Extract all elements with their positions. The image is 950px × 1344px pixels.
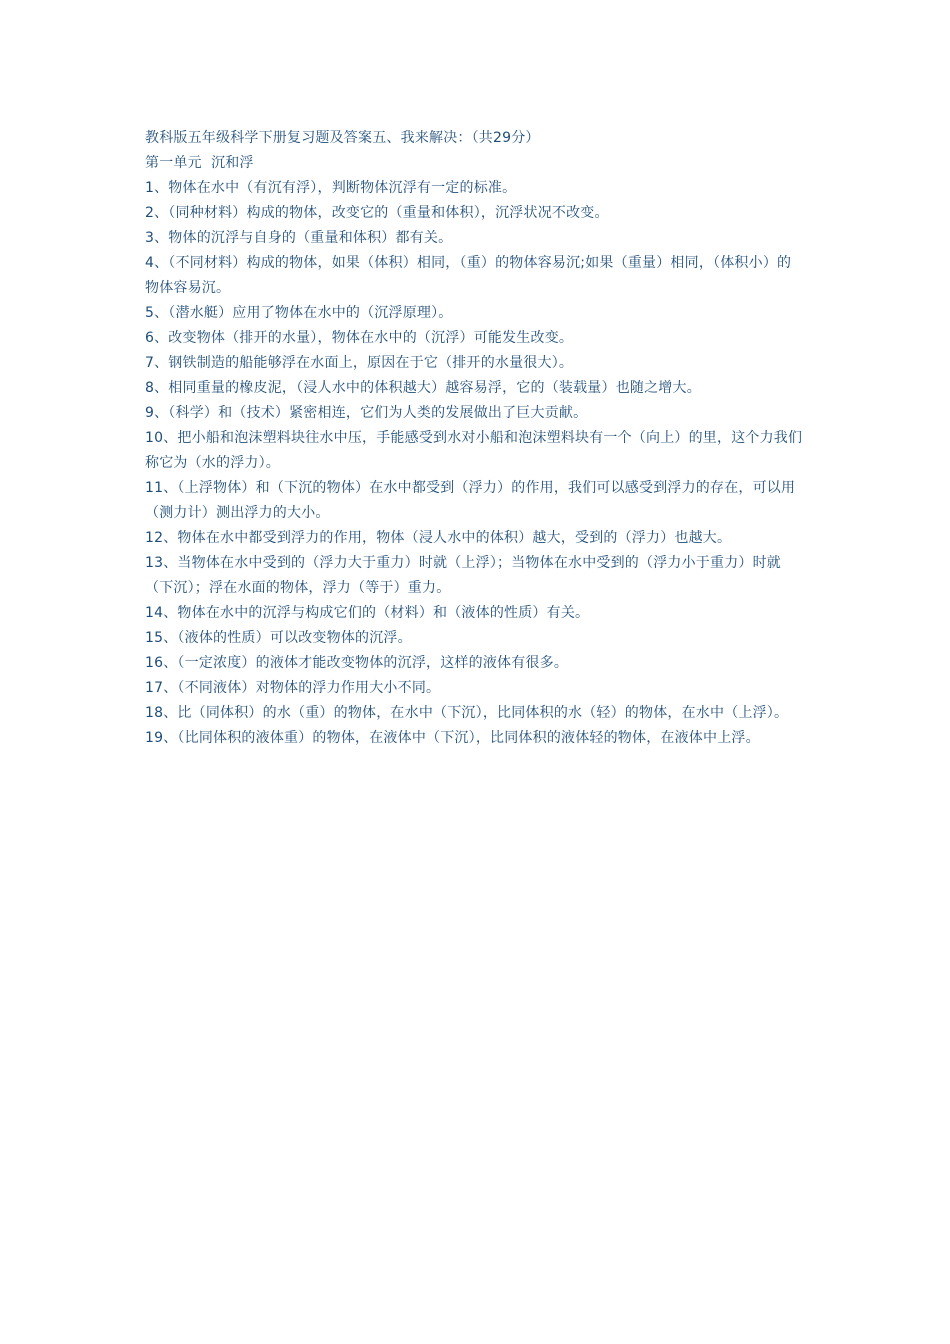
list-item: 19、（比同体积的液体重）的物体，在液体中（下沉），比同体积的液体轻的物体，在液体中上浮。: [145, 730, 760, 746]
list-item: 4、（不同材料）构成的物体，如果（体积）相同，（重）的物体容易沉;如果（重量）相同，（体积小）的物体容易沉。: [145, 255, 792, 296]
list-item: 17、（不同液体）对物体的浮力作用大小不同。: [145, 680, 441, 696]
list-item: 15、（液体的性质）可以改变物体的沉浮。: [145, 630, 412, 646]
list-item: 11、（上浮物体）和（下沉的物体）在水中都受到（浮力）的作用，我们可以感受到浮力的存在，可以用（测力计）测出浮力的大小。: [145, 480, 796, 521]
list-item: 16、（一定浓度）的液体才能改变物体的沉浮，这样的液体有很多。: [145, 655, 569, 671]
document-title: 教科版五年级科学下册复习题及答案五、我来解决：（共29分）: [145, 130, 540, 146]
document-body: [145, 126, 805, 751]
list-item: 2、（同种材料）构成的物体，改变它的（重量和体积），沉浮状况不改变。: [145, 205, 609, 221]
list-item: 7、钢铁制造的船能够浮在水面上，原因在于它（排开的水量很大）。: [145, 355, 574, 371]
list-item: 14、物体在水中的沉浮与构成它们的（材料）和（液体的性质）有关。: [145, 605, 590, 621]
list-item: 6、改变物体（排开的水量），物体在水中的（沉浮）可能发生改变。: [145, 330, 574, 346]
list-item: 10、把小船和泡沫塑料块往水中压，手能感受到水对小船和泡沫塑料块有一个（向上）的里，这个力我们称它为（水的浮力）。: [145, 430, 803, 471]
list-item: 9、（科学）和（技术）紧密相连，它们为人类的发展做出了巨大贡献。: [145, 405, 588, 421]
unit-heading: 第一单元 沉和浮: [145, 155, 254, 171]
list-item: 3、物体的沉浮与自身的（重量和体积）都有关。: [145, 230, 453, 246]
list-item: 5、（潜水艇）应用了物体在水中的（沉浮原理）。: [145, 305, 453, 321]
list-item: 8、相同重量的橡皮泥，（浸人水中的体积越大）越容易浮，它的（装载量）也随之增大。: [145, 380, 701, 396]
list-item: 12、物体在水中都受到浮力的作用，物体（浸人水中的体积）越大，受到的（浮力）也越大。: [145, 530, 732, 546]
list-item: 13、当物体在水中受到的（浮力大于重力）时就（上浮）；当物体在水中受到的（浮力小于重力）时就（下沉）；浮在水面的物体，浮力（等于）重力。: [145, 555, 782, 596]
list-item: 1、物体在水中（有沉有浮），判断物体沉浮有一定的标准。: [145, 180, 517, 196]
list-item: 18、比（同体积）的水（重）的物体，在水中（下沉），比同体积的水（轻）的物体，在水中（上浮）。: [145, 705, 789, 721]
